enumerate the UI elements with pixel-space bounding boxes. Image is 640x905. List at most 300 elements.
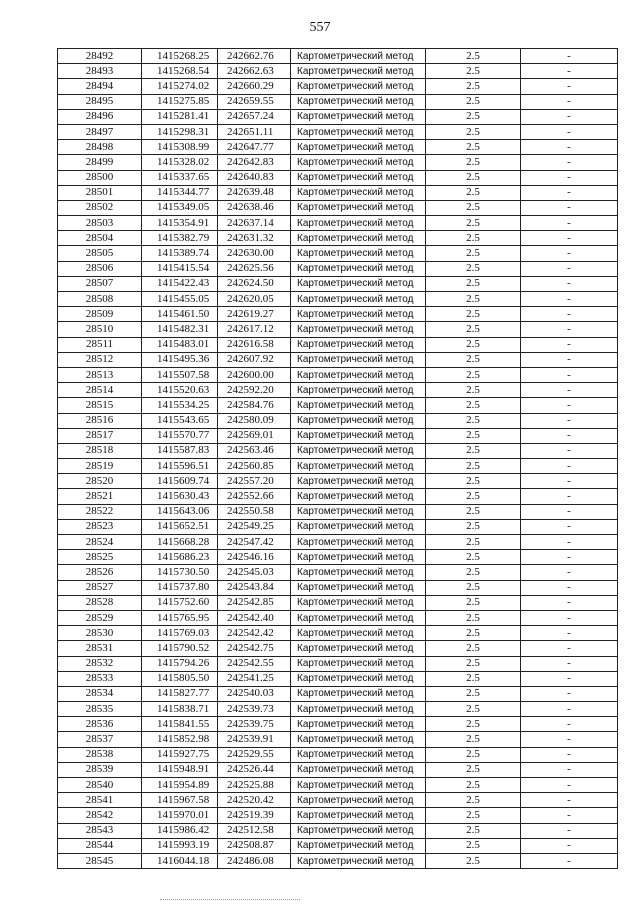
point-number-cell: 28525	[58, 550, 142, 565]
precision-cell: 2.5	[426, 778, 521, 793]
method-cell: Картометрический метод	[291, 580, 426, 595]
table-row	[58, 428, 618, 443]
coordinates-table	[57, 48, 618, 869]
precision-cell: 2.5	[426, 322, 521, 337]
point-number-cell: 28495	[58, 94, 142, 109]
x-coordinate-cell: 1415543.65	[142, 413, 218, 428]
precision-cell: 2.5	[426, 686, 521, 701]
y-coordinate-cell: 242600.00	[218, 367, 291, 382]
x-coordinate-cell: 1415686.23	[142, 550, 218, 565]
method-cell: Картометрический метод	[291, 185, 426, 200]
dash-cell: -	[521, 231, 618, 246]
method-cell: Картометрический метод	[291, 717, 426, 732]
dash-cell: -	[521, 595, 618, 610]
precision-cell: 2.5	[426, 732, 521, 747]
precision-cell: 2.5	[426, 443, 521, 458]
point-number-cell: 28508	[58, 292, 142, 307]
method-cell: Картометрический метод	[291, 170, 426, 185]
x-coordinate-cell: 1416044.18	[142, 853, 218, 868]
y-coordinate-cell: 242620.05	[218, 292, 291, 307]
method-cell: Картометрический метод	[291, 216, 426, 231]
table-row	[58, 459, 618, 474]
x-coordinate-cell: 1415827.77	[142, 686, 218, 701]
precision-cell: 2.5	[426, 717, 521, 732]
point-number-cell: 28498	[58, 140, 142, 155]
table-row	[58, 276, 618, 291]
precision-cell: 2.5	[426, 535, 521, 550]
point-number-cell: 28516	[58, 413, 142, 428]
x-coordinate-cell: 1415841.55	[142, 717, 218, 732]
dash-cell: -	[521, 200, 618, 215]
point-number-cell: 28506	[58, 261, 142, 276]
x-coordinate-cell: 1415838.71	[142, 702, 218, 717]
table-row	[58, 337, 618, 352]
table-row	[58, 702, 618, 717]
point-number-cell: 28514	[58, 383, 142, 398]
precision-cell: 2.5	[426, 519, 521, 534]
dash-cell: -	[521, 535, 618, 550]
precision-cell: 2.5	[426, 428, 521, 443]
y-coordinate-cell: 242657.24	[218, 109, 291, 124]
dash-cell: -	[521, 170, 618, 185]
point-number-cell: 28493	[58, 64, 142, 79]
method-cell: Картометрический метод	[291, 307, 426, 322]
dash-cell: -	[521, 322, 618, 337]
y-coordinate-cell: 242592.20	[218, 383, 291, 398]
x-coordinate-cell: 1415609.74	[142, 474, 218, 489]
y-coordinate-cell: 242542.40	[218, 610, 291, 625]
method-cell: Картометрический метод	[291, 246, 426, 261]
y-coordinate-cell: 242616.58	[218, 337, 291, 352]
x-coordinate-cell: 1415482.31	[142, 322, 218, 337]
point-number-cell: 28511	[58, 337, 142, 352]
precision-cell: 2.5	[426, 231, 521, 246]
point-number-cell: 28499	[58, 155, 142, 170]
precision-cell: 2.5	[426, 140, 521, 155]
method-cell: Картометрический метод	[291, 702, 426, 717]
dash-cell: -	[521, 823, 618, 838]
x-coordinate-cell: 1415415.54	[142, 261, 218, 276]
dash-cell: -	[521, 413, 618, 428]
dash-cell: -	[521, 383, 618, 398]
point-number-cell: 28505	[58, 246, 142, 261]
dash-cell: -	[521, 671, 618, 686]
dash-cell: -	[521, 367, 618, 382]
y-coordinate-cell: 242557.20	[218, 474, 291, 489]
y-coordinate-cell: 242630.00	[218, 246, 291, 261]
table-body	[58, 49, 618, 869]
point-number-cell: 28500	[58, 170, 142, 185]
table-row	[58, 610, 618, 625]
y-coordinate-cell: 242642.83	[218, 155, 291, 170]
y-coordinate-cell: 242637.14	[218, 216, 291, 231]
point-number-cell: 28497	[58, 124, 142, 139]
precision-cell: 2.5	[426, 459, 521, 474]
x-coordinate-cell: 1415954.89	[142, 778, 218, 793]
dash-cell: -	[521, 778, 618, 793]
precision-cell: 2.5	[426, 79, 521, 94]
point-number-cell: 28534	[58, 686, 142, 701]
dash-cell: -	[521, 793, 618, 808]
precision-cell: 2.5	[426, 276, 521, 291]
point-number-cell: 28537	[58, 732, 142, 747]
point-number-cell: 28510	[58, 322, 142, 337]
table-row	[58, 231, 618, 246]
table-row	[58, 383, 618, 398]
method-cell: Картометрический метод	[291, 671, 426, 686]
x-coordinate-cell: 1415268.54	[142, 64, 218, 79]
x-coordinate-cell: 1415461.50	[142, 307, 218, 322]
point-number-cell: 28535	[58, 702, 142, 717]
precision-cell: 2.5	[426, 94, 521, 109]
point-number-cell: 28496	[58, 109, 142, 124]
dash-cell: -	[521, 747, 618, 762]
table-row	[58, 793, 618, 808]
table-row	[58, 170, 618, 185]
point-number-cell: 28519	[58, 459, 142, 474]
table-row	[58, 626, 618, 641]
x-coordinate-cell: 1415534.25	[142, 398, 218, 413]
precision-cell: 2.5	[426, 307, 521, 322]
dash-cell: -	[521, 519, 618, 534]
x-coordinate-cell: 1415281.41	[142, 109, 218, 124]
table-row	[58, 565, 618, 580]
table-row	[58, 535, 618, 550]
y-coordinate-cell: 242639.48	[218, 185, 291, 200]
precision-cell: 2.5	[426, 124, 521, 139]
method-cell: Картометрический метод	[291, 808, 426, 823]
precision-cell: 2.5	[426, 200, 521, 215]
method-cell: Картометрический метод	[291, 626, 426, 641]
table-row	[58, 216, 618, 231]
point-number-cell: 28543	[58, 823, 142, 838]
method-cell: Картометрический метод	[291, 109, 426, 124]
table-row	[58, 124, 618, 139]
dash-cell: -	[521, 79, 618, 94]
dash-cell: -	[521, 443, 618, 458]
x-coordinate-cell: 1415520.63	[142, 383, 218, 398]
precision-cell: 2.5	[426, 261, 521, 276]
table-row	[58, 747, 618, 762]
dash-cell: -	[521, 459, 618, 474]
y-coordinate-cell: 242549.25	[218, 519, 291, 534]
dash-cell: -	[521, 489, 618, 504]
y-coordinate-cell: 242543.84	[218, 580, 291, 595]
point-number-cell: 28512	[58, 352, 142, 367]
x-coordinate-cell: 1415349.05	[142, 200, 218, 215]
method-cell: Картометрический метод	[291, 413, 426, 428]
method-cell: Картометрический метод	[291, 459, 426, 474]
y-coordinate-cell: 242638.46	[218, 200, 291, 215]
x-coordinate-cell: 1415268.25	[142, 49, 218, 64]
y-coordinate-cell: 242659.55	[218, 94, 291, 109]
precision-cell: 2.5	[426, 823, 521, 838]
method-cell: Картометрический метод	[291, 778, 426, 793]
y-coordinate-cell: 242546.16	[218, 550, 291, 565]
y-coordinate-cell: 242525.88	[218, 778, 291, 793]
method-cell: Картометрический метод	[291, 686, 426, 701]
method-cell: Картометрический метод	[291, 292, 426, 307]
y-coordinate-cell: 242631.32	[218, 231, 291, 246]
x-coordinate-cell: 1415308.99	[142, 140, 218, 155]
precision-cell: 2.5	[426, 641, 521, 656]
x-coordinate-cell: 1415354.91	[142, 216, 218, 231]
method-cell: Картометрический метод	[291, 140, 426, 155]
table-row	[58, 686, 618, 701]
x-coordinate-cell: 1415752.60	[142, 595, 218, 610]
y-coordinate-cell: 242560.85	[218, 459, 291, 474]
y-coordinate-cell: 242545.03	[218, 565, 291, 580]
method-cell: Картометрический метод	[291, 595, 426, 610]
point-number-cell: 28492	[58, 49, 142, 64]
dash-cell: -	[521, 109, 618, 124]
dash-cell: -	[521, 185, 618, 200]
y-coordinate-cell: 242607.92	[218, 352, 291, 367]
precision-cell: 2.5	[426, 49, 521, 64]
method-cell: Картометрический метод	[291, 519, 426, 534]
y-coordinate-cell: 242539.91	[218, 732, 291, 747]
y-coordinate-cell: 242584.76	[218, 398, 291, 413]
method-cell: Картометрический метод	[291, 565, 426, 580]
precision-cell: 2.5	[426, 610, 521, 625]
point-number-cell: 28504	[58, 231, 142, 246]
table-row	[58, 732, 618, 747]
scan-artifact-line	[160, 899, 300, 900]
y-coordinate-cell: 242550.58	[218, 504, 291, 519]
precision-cell: 2.5	[426, 170, 521, 185]
point-number-cell: 28544	[58, 838, 142, 853]
x-coordinate-cell: 1415389.74	[142, 246, 218, 261]
point-number-cell: 28538	[58, 747, 142, 762]
dash-cell: -	[521, 292, 618, 307]
method-cell: Картометрический метод	[291, 79, 426, 94]
precision-cell: 2.5	[426, 808, 521, 823]
method-cell: Картометрический метод	[291, 489, 426, 504]
method-cell: Картометрический метод	[291, 428, 426, 443]
precision-cell: 2.5	[426, 489, 521, 504]
x-coordinate-cell: 1415596.51	[142, 459, 218, 474]
table-row	[58, 49, 618, 64]
dash-cell: -	[521, 656, 618, 671]
precision-cell: 2.5	[426, 580, 521, 595]
y-coordinate-cell: 242662.76	[218, 49, 291, 64]
precision-cell: 2.5	[426, 398, 521, 413]
dash-cell: -	[521, 124, 618, 139]
x-coordinate-cell: 1415948.91	[142, 762, 218, 777]
precision-cell: 2.5	[426, 504, 521, 519]
table-row	[58, 352, 618, 367]
precision-cell: 2.5	[426, 747, 521, 762]
point-number-cell: 28540	[58, 778, 142, 793]
table-row	[58, 778, 618, 793]
point-number-cell: 28539	[58, 762, 142, 777]
point-number-cell: 28527	[58, 580, 142, 595]
x-coordinate-cell: 1415483.01	[142, 337, 218, 352]
dash-cell: -	[521, 762, 618, 777]
x-coordinate-cell: 1415737.80	[142, 580, 218, 595]
y-coordinate-cell: 242542.75	[218, 641, 291, 656]
table-row	[58, 474, 618, 489]
y-coordinate-cell: 242617.12	[218, 322, 291, 337]
method-cell: Картометрический метод	[291, 383, 426, 398]
method-cell: Картометрический метод	[291, 49, 426, 64]
method-cell: Картометрический метод	[291, 747, 426, 762]
precision-cell: 2.5	[426, 550, 521, 565]
method-cell: Картометрический метод	[291, 367, 426, 382]
dash-cell: -	[521, 565, 618, 580]
x-coordinate-cell: 1415852.98	[142, 732, 218, 747]
method-cell: Картометрический метод	[291, 610, 426, 625]
dash-cell: -	[521, 838, 618, 853]
method-cell: Картометрический метод	[291, 732, 426, 747]
precision-cell: 2.5	[426, 838, 521, 853]
dash-cell: -	[521, 307, 618, 322]
table-row	[58, 504, 618, 519]
x-coordinate-cell: 1415507.58	[142, 367, 218, 382]
y-coordinate-cell: 242625.56	[218, 261, 291, 276]
x-coordinate-cell: 1415328.02	[142, 155, 218, 170]
y-coordinate-cell: 242520.42	[218, 793, 291, 808]
point-number-cell: 28518	[58, 443, 142, 458]
method-cell: Картометрический метод	[291, 550, 426, 565]
dash-cell: -	[521, 216, 618, 231]
dash-cell: -	[521, 94, 618, 109]
method-cell: Картометрический метод	[291, 793, 426, 808]
point-number-cell: 28536	[58, 717, 142, 732]
method-cell: Картометрический метод	[291, 535, 426, 550]
x-coordinate-cell: 1415927.75	[142, 747, 218, 762]
table-row	[58, 838, 618, 853]
y-coordinate-cell: 242662.63	[218, 64, 291, 79]
method-cell: Картометрический метод	[291, 398, 426, 413]
method-cell: Картометрический метод	[291, 656, 426, 671]
table-row	[58, 246, 618, 261]
x-coordinate-cell: 1415587.83	[142, 443, 218, 458]
x-coordinate-cell: 1415455.05	[142, 292, 218, 307]
table-row	[58, 519, 618, 534]
point-number-cell: 28520	[58, 474, 142, 489]
x-coordinate-cell: 1415790.52	[142, 641, 218, 656]
y-coordinate-cell: 242539.73	[218, 702, 291, 717]
x-coordinate-cell: 1415993.19	[142, 838, 218, 853]
method-cell: Картометрический метод	[291, 322, 426, 337]
table-row	[58, 200, 618, 215]
table-row	[58, 641, 618, 656]
point-number-cell: 28542	[58, 808, 142, 823]
point-number-cell: 28513	[58, 367, 142, 382]
point-number-cell: 28509	[58, 307, 142, 322]
table-row	[58, 823, 618, 838]
dash-cell: -	[521, 808, 618, 823]
y-coordinate-cell: 242547.42	[218, 535, 291, 550]
dash-cell: -	[521, 550, 618, 565]
y-coordinate-cell: 242508.87	[218, 838, 291, 853]
dash-cell: -	[521, 398, 618, 413]
dash-cell: -	[521, 49, 618, 64]
point-number-cell: 28523	[58, 519, 142, 534]
dash-cell: -	[521, 732, 618, 747]
x-coordinate-cell: 1415274.02	[142, 79, 218, 94]
dash-cell: -	[521, 641, 618, 656]
point-number-cell: 28524	[58, 535, 142, 550]
precision-cell: 2.5	[426, 853, 521, 868]
x-coordinate-cell: 1415668.28	[142, 535, 218, 550]
y-coordinate-cell: 242619.27	[218, 307, 291, 322]
x-coordinate-cell: 1415495.36	[142, 352, 218, 367]
y-coordinate-cell: 242526.44	[218, 762, 291, 777]
table-row	[58, 550, 618, 565]
method-cell: Картометрический метод	[291, 64, 426, 79]
x-coordinate-cell: 1415298.31	[142, 124, 218, 139]
method-cell: Картометрический метод	[291, 853, 426, 868]
dash-cell: -	[521, 246, 618, 261]
table-row	[58, 140, 618, 155]
x-coordinate-cell: 1415765.95	[142, 610, 218, 625]
x-coordinate-cell: 1415344.77	[142, 185, 218, 200]
precision-cell: 2.5	[426, 595, 521, 610]
x-coordinate-cell: 1415422.43	[142, 276, 218, 291]
method-cell: Картометрический метод	[291, 124, 426, 139]
table-row	[58, 595, 618, 610]
precision-cell: 2.5	[426, 64, 521, 79]
y-coordinate-cell: 242540.03	[218, 686, 291, 701]
table-row	[58, 79, 618, 94]
dash-cell: -	[521, 626, 618, 641]
dash-cell: -	[521, 474, 618, 489]
x-coordinate-cell: 1415769.03	[142, 626, 218, 641]
y-coordinate-cell: 242647.77	[218, 140, 291, 155]
y-coordinate-cell: 242552.66	[218, 489, 291, 504]
x-coordinate-cell: 1415570.77	[142, 428, 218, 443]
dash-cell: -	[521, 337, 618, 352]
table-row	[58, 322, 618, 337]
y-coordinate-cell: 242580.09	[218, 413, 291, 428]
precision-cell: 2.5	[426, 367, 521, 382]
precision-cell: 2.5	[426, 656, 521, 671]
point-number-cell: 28503	[58, 216, 142, 231]
table-row	[58, 580, 618, 595]
method-cell: Картометрический метод	[291, 823, 426, 838]
x-coordinate-cell: 1415967.58	[142, 793, 218, 808]
table-row	[58, 94, 618, 109]
y-coordinate-cell: 242542.42	[218, 626, 291, 641]
dash-cell: -	[521, 717, 618, 732]
dash-cell: -	[521, 352, 618, 367]
precision-cell: 2.5	[426, 216, 521, 231]
y-coordinate-cell: 242640.83	[218, 170, 291, 185]
table-row	[58, 762, 618, 777]
method-cell: Картометрический метод	[291, 504, 426, 519]
dash-cell: -	[521, 261, 618, 276]
table-row	[58, 656, 618, 671]
method-cell: Картометрический метод	[291, 443, 426, 458]
precision-cell: 2.5	[426, 109, 521, 124]
dash-cell: -	[521, 853, 618, 868]
precision-cell: 2.5	[426, 565, 521, 580]
y-coordinate-cell: 242529.55	[218, 747, 291, 762]
precision-cell: 2.5	[426, 474, 521, 489]
dash-cell: -	[521, 702, 618, 717]
dash-cell: -	[521, 686, 618, 701]
precision-cell: 2.5	[426, 352, 521, 367]
table-row	[58, 808, 618, 823]
x-coordinate-cell: 1415794.26	[142, 656, 218, 671]
method-cell: Картометрический метод	[291, 94, 426, 109]
method-cell: Картометрический метод	[291, 337, 426, 352]
x-coordinate-cell: 1415337.65	[142, 170, 218, 185]
precision-cell: 2.5	[426, 292, 521, 307]
dash-cell: -	[521, 428, 618, 443]
